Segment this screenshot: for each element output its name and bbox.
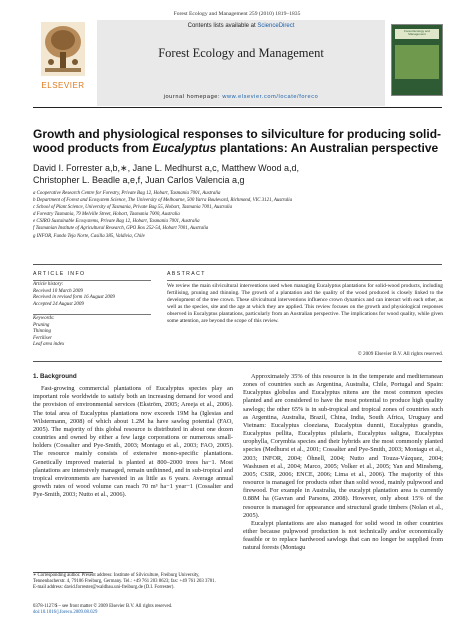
- corresponding-author-note: ∗ Corresponding author. Present address: Institute of Silviculture, Freiburg University, Tennenbacherstr. 4, 79106 Freiburg, Germany. Tel.: +49 761 203 8623; fax: +49 761 203 3781.: [33, 573, 216, 585]
- title-part-2: plantations: An Australian perspective: [216, 141, 439, 155]
- header-divider: [33, 107, 442, 108]
- article-title: [33, 127, 453, 155]
- keyword: Fertiliser: [33, 335, 52, 341]
- issn-line: 0378-1127/$ – see front matter © 2009 Elsevier B.V. All rights reserved.: [33, 604, 173, 609]
- article-info-heading: ARTICLE INFO: [33, 271, 86, 277]
- cover-title: Forest Ecology and Management: [404, 29, 430, 37]
- doi-link[interactable]: doi:10.1016/j.foreco.2009.08.029: [33, 610, 98, 616]
- cover-image: [395, 45, 439, 79]
- publisher-name: ELSEVIER: [41, 81, 85, 90]
- article-info-rule: [33, 280, 151, 281]
- elsevier-logo[interactable]: [33, 20, 93, 96]
- revised-date: Received in revised form 16 August 2009: [33, 295, 115, 301]
- abstract-heading: ABSTRACT: [167, 271, 206, 277]
- running-head: Forest Ecology and Management 259 (2010) 1819–1835: [173, 11, 301, 17]
- body-paragraph: Eucalypt plantations are also managed for solid wood in other countries either because pulpwood production is not technically and/or economically feasible or to replace hardwood sawlogs that can no longer be supplied from natural forests (Montagu: [243, 519, 443, 552]
- title-part-1: Growth and physiological responses to silviculture for producing solid-wood products from: [33, 127, 442, 155]
- author-email[interactable]: E-mail address: david.forrester@waldbau.uni-freiburg.de (D.I. Forrester).: [33, 585, 175, 591]
- authors-line-2[interactable]: Christopher L. Beadle a,e,f, Juan Carlos Valencia a,g: [33, 175, 245, 185]
- contents-line: [97, 23, 385, 29]
- affiliation: e CSIRO Sustainable Ecosystems, Private Bag 12, Hobart, Tasmania 7001, Australia: [33, 219, 200, 225]
- journal-title: Forest Ecology and Management: [158, 46, 324, 60]
- cover-title-band: [395, 29, 439, 39]
- contents-prefix: Contents lists available at: [187, 23, 258, 29]
- body-divider: [33, 361, 442, 362]
- keywords-rule: [33, 314, 151, 315]
- title-italic: Eucalyptus: [152, 141, 217, 155]
- keyword: Pruning: [33, 322, 50, 328]
- keyword: Thinning: [33, 329, 52, 335]
- article-meta: [33, 604, 233, 617]
- affiliation: c School of Plant Science, University of Tasmania, Private Bag 55, Hobart, Tasmania 7001, Australia: [33, 205, 233, 211]
- abstract-copyright: © 2009 Elsevier B.V. All rights reserved.: [357, 351, 443, 357]
- abstract-text: We review the main silvicultural interventions used when managing Eucalyptus plantations for solid-wood products, including fertilising, pruning and thinning. The growth of a plantation and the quality of the wood produced is closely linked to the development of the tree crown. These silvicultural interventions influence crown dynamics and can interact with each other, as well as the species, site and the age at which they are applied. This review focuses on the growth and physiological responses observed in Eucalyptus plantations, particularly from an Australian perspective. The implications for wood quality, while given some attention, are beyond the scope of this review.: [167, 283, 443, 325]
- authors-line-1[interactable]: David I. Forrester a,b,∗, Jane L. Medhurst a,c, Matthew Wood a,d,: [33, 163, 299, 173]
- received-date: Received 10 March 2009: [33, 288, 83, 294]
- affiliation: b Department of Forest and Ecosystem Science, The University of Melbourne, 500 Yarra Boulevard, Richmond, VIC 3121, Australia: [33, 198, 293, 204]
- keyword: Leaf area index: [33, 342, 65, 348]
- body-paragraph: Fast-growing commercial plantations of Eucalyptus species play an important role worldwide to satisfy both an increasing demand for wood and the provision of environmental services (Ekström, 2005; Areeja et al., 2006). The total area of Eucalyptus plantations now exceeds 19M ha (Iglesias and Wilstermann, 2008) of which about 1.2M ha have sawlog potential (FAO, 2005). The majority of this global resource is distributed in about one dozen countries and owned by either a few large corporations or numerous small-holders (Cossalter and Pye-Smith, 2003; Montagu et al., 2003; FAO, 2005). The resource mainly consists of extensive mono-specific plantations. Genetically improved material is planted at 800–2000 trees ha−1. Most plantations are intensively managed, remain unthinned, and in sub-tropical and tropical environments are harvested in as little as 6 years. Average annual growth rates of wood volume can reach 70 m³ ha−1 year−1 (Cossalter and Pye-Smith, 2003; Nutto et al., 2006).: [33, 385, 233, 499]
- author-list: [33, 162, 433, 186]
- affiliation: d Forestry Tasmania, 79 Melville Street, Hobart, Tasmania 7000, Australia: [33, 212, 180, 218]
- section-divider: [33, 264, 442, 265]
- affiliation: f Tasmanian Institute of Agricultural Research, GPO Box 252-54, Hobart 7001, Australia: [33, 226, 209, 232]
- body-column-left: [33, 373, 233, 499]
- affiliation: a Cooperative Research Centre for Forestry, Private Bag 12, Hobart, Tasmania 7001, Australia: [33, 191, 221, 196]
- journal-banner: [97, 20, 385, 106]
- affiliations: [33, 190, 433, 240]
- section-heading: 1. Background: [33, 373, 77, 380]
- history-label: Article history:: [33, 282, 64, 287]
- homepage-prefix: journal homepage:: [163, 94, 223, 100]
- homepage-link[interactable]: www.elsevier.com/locate/foreco: [222, 94, 319, 100]
- keywords-label: Keywords:: [33, 316, 55, 321]
- journal-cover-thumbnail: [391, 24, 443, 96]
- journal-homepage: [97, 94, 385, 100]
- body-column-right: [243, 373, 443, 552]
- elsevier-tree-icon: [41, 22, 85, 76]
- footnote: [33, 573, 233, 592]
- keywords: [33, 316, 153, 349]
- sciencedirect-link[interactable]: ScienceDirect: [257, 23, 295, 29]
- body-paragraph: Approximately 35% of this resource is in the temperate and mediterranean zones of countries such as Argentina, Australia, Chile, Portugal and Spain: Eucalyptus globulus and Eucalyptus nitens are the most common species planted and are considered to have the most potential to produce high quality sawlogs; the other 65% is in sub-tropical and tropical zones of countries such as Argentina, Australia, Brazil, China, India, South Africa, Uruguay and Vietnam: Eucalyptus cloeziana, Eucalyptus dunnii, Eucalyptus grandis, Eucalyptus pellita, Eucalyptus pilularis, Eucalyptus saligna, Eucalyptus urophylla, Corymbia species and their hybrids are the most commonly planted species (Medhurst et al., 2001; Cossalter and Pye-Smith, 2003; Montagu et al., 2003; INFOR, 2004; Öhnell, 2004; Nutto and Touza-Vázquez, 2004; Washusen et al., 2004; Marco, 2005; Volker et al., 2005; Yan and Minsheng, 2005; CSIR, 2006; ENCE, 2006; Lima et al., 2006). The majority of this resource is managed for products other than solid wood, mainly pulpwood and firewood. For example in Australia, the eucalypt plantation area is currently 0.88M ha (Gavran and Parsons, 2008). However, only about 15% of the resource is managed for appearance and structural grade timbers (Nolan et al., 2005).: [243, 373, 443, 519]
- article-history: [33, 282, 153, 308]
- accepted-date: Accepted 24 August 2009: [33, 301, 84, 307]
- affiliation: g INFOR, Fundo Teja Norte, Casilla 385, Valdivia, Chile: [33, 233, 145, 239]
- abstract-rule: [167, 280, 442, 281]
- journal-header: [33, 20, 442, 106]
